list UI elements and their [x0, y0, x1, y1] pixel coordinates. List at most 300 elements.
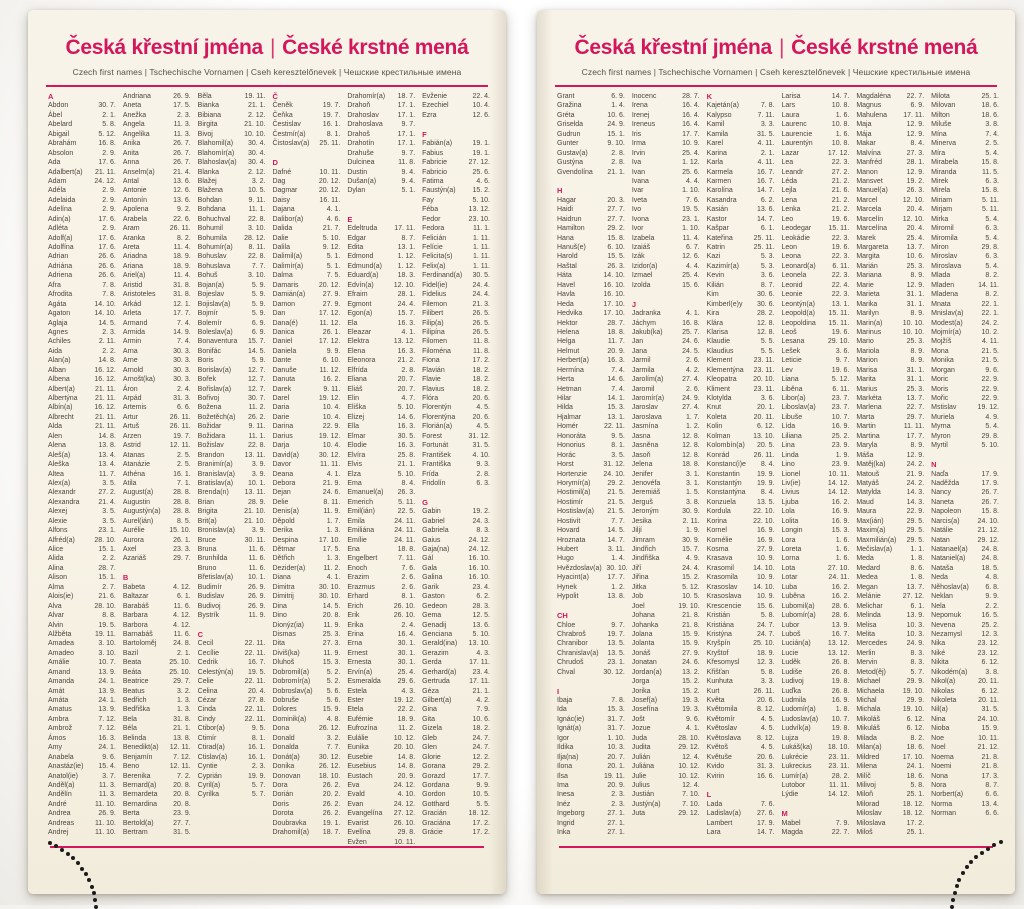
name-day-row [557, 215, 625, 224]
name-day-date: 30. 3. [173, 376, 191, 384]
given-name: Emerich [347, 498, 373, 506]
given-name: Bernard(a) [122, 781, 157, 789]
name-day-row [272, 630, 340, 639]
name-day-row [422, 705, 490, 714]
given-name: Marin(a) [856, 319, 883, 327]
given-name: Justýn(a) [631, 800, 661, 808]
name-day-date: 11. 3. [98, 791, 116, 799]
name-day-date: 5. 10. [472, 630, 490, 638]
name-day-row [931, 498, 999, 507]
given-name: Ernest [347, 649, 368, 657]
given-name: Ludvík(a) [781, 725, 811, 733]
given-name: Hyacint(a) [557, 574, 589, 582]
name-day-date: 5. 9. [251, 281, 266, 289]
given-name: Matouš [856, 470, 880, 478]
title-separator: | [778, 36, 785, 59]
name-day-date: 1. 11. [472, 253, 490, 261]
given-name: Mína [931, 130, 947, 138]
given-name: Gerda [422, 659, 442, 667]
name-day-date: 16. 6. [756, 772, 775, 780]
name-day-row [856, 111, 924, 120]
name-day-date: 6. 1. [910, 602, 925, 610]
name-day-date: 17. 10. [603, 310, 625, 318]
name-day-date: 23. 1. [682, 215, 700, 223]
name-day-row [557, 403, 625, 412]
name-day-row [422, 809, 490, 818]
given-name: Karla [706, 159, 723, 167]
name-day-row [123, 517, 191, 526]
name-day-date: 25. 11. [753, 244, 775, 251]
name-day-date: 16. 1. [322, 121, 341, 129]
name-day-row [48, 753, 116, 762]
name-day-date: 30. 1. [397, 649, 416, 657]
name-day-row [856, 413, 924, 422]
name-day-row [931, 215, 999, 224]
given-name: Kryšpín [706, 640, 731, 648]
name-day-date: 22. 5. [397, 508, 416, 516]
given-name: Božena [197, 404, 222, 412]
name-day-row [272, 649, 340, 658]
name-day-row [347, 554, 415, 563]
given-name: Gražina [557, 102, 582, 110]
name-day-date: 8. 4. [760, 489, 775, 497]
name-day-row [931, 366, 999, 375]
name-day-date: 27. 2. [831, 168, 850, 176]
name-day-row [198, 120, 266, 129]
name-day-row [856, 498, 924, 507]
given-name: Nina [931, 715, 946, 723]
name-day-date: 14. 10. [94, 310, 116, 318]
name-day-row [272, 403, 340, 412]
name-day-date: 25. 1. [906, 829, 925, 837]
given-name: Aurel(ián) [122, 517, 154, 525]
name-day-row [272, 602, 340, 611]
name-day-row [632, 347, 700, 356]
given-name: Dalimír(a) [272, 262, 304, 270]
page-header [537, 10, 1015, 87]
section-letter: J [631, 299, 636, 309]
name-day-date: 11. 11. [319, 461, 341, 469]
name-day-row [198, 564, 266, 573]
name-day-row [781, 319, 849, 328]
name-day-row [557, 366, 625, 375]
name-day-date: 20. 8. [173, 791, 191, 799]
given-name: Nezamysl [931, 630, 962, 638]
given-name: Enoch [347, 564, 368, 572]
name-day-row [856, 432, 924, 441]
section-letter: F [422, 129, 427, 139]
name-day-row [123, 186, 191, 195]
given-name: Izabela [631, 234, 655, 242]
given-name: Jolana [631, 630, 653, 638]
name-day-row [422, 328, 490, 337]
name-day-date: 22. 9. [322, 423, 341, 431]
given-name: Atanázie [122, 461, 151, 469]
given-name: Cyrilka [197, 791, 220, 799]
name-day-date: 14. 10. [603, 272, 625, 280]
given-name: Augustýn(a) [122, 508, 161, 516]
given-name: Kliment [706, 385, 730, 393]
given-name: Melánie [856, 593, 881, 601]
name-day-date: 10. 6. [472, 715, 490, 723]
given-name: Gaius [422, 536, 441, 544]
name-day-date: 1. 11. [472, 244, 490, 251]
name-day-row [422, 479, 490, 488]
given-name: Eustach [347, 772, 373, 780]
name-day-date: 22. 10. [753, 508, 775, 516]
name-day-date: 1. 7. [686, 413, 700, 421]
name-day-date: 24. 12. [393, 781, 416, 789]
name-day-date: 19. 5. [682, 206, 700, 214]
name-day-date: 21. 11. [94, 395, 116, 402]
given-name: Edmund(a) [347, 262, 382, 270]
name-day-row [422, 356, 490, 365]
name-day-row [632, 281, 700, 290]
given-name: Kasandra [706, 196, 737, 204]
name-day-row [931, 262, 999, 271]
given-name: Amanda [48, 678, 75, 686]
given-name: Géza [422, 687, 439, 695]
given-name: Danuta [272, 376, 296, 384]
given-name: Klarisa [706, 328, 729, 336]
name-day-date: 8. 3. [910, 649, 925, 657]
name-day-row [632, 621, 700, 630]
name-day-row [123, 92, 191, 101]
given-name: Laurencie [781, 130, 813, 138]
name-day-date: 1. 8. [910, 574, 925, 582]
given-name: Heda [557, 300, 574, 308]
name-day-date: 27. 3. [906, 149, 925, 157]
given-name: Květoslava [706, 734, 741, 742]
name-day-row [931, 196, 999, 205]
given-name: Gunter [557, 140, 579, 148]
given-name: Kryštof [706, 649, 729, 657]
name-day-date: 17. 11. [469, 659, 490, 667]
given-name: Mořic [931, 395, 949, 402]
name-day-date: 7. 9. [835, 819, 850, 827]
spacer-row [632, 290, 700, 299]
name-day-row [272, 724, 340, 733]
name-day-row [123, 705, 191, 714]
given-name: Alexej [48, 508, 68, 516]
name-day-row [422, 526, 490, 535]
given-name: Hovard [557, 527, 580, 535]
name-day-date: 28. 8. [173, 498, 191, 506]
name-day-row [198, 658, 266, 667]
name-day-row [347, 337, 415, 346]
name-day-row [48, 611, 116, 620]
name-day-date: 20. 9. [397, 772, 416, 780]
given-name: Luděk [781, 659, 801, 667]
given-name: Miromila [931, 234, 958, 242]
name-day-date: 30. 10. [318, 593, 341, 601]
name-day-row [781, 583, 849, 592]
name-day-row [272, 347, 340, 356]
name-day-date: 24. 1. [98, 678, 116, 686]
name-day-date: 15. 6. [756, 602, 775, 610]
given-name: Alvin [48, 621, 64, 629]
name-day-date: 3. 11. [607, 546, 625, 553]
name-day-row [48, 101, 116, 110]
given-name: Gita [422, 715, 435, 723]
name-day-date: 22. 3. [831, 234, 850, 242]
given-name: Mojžíš [931, 338, 952, 346]
name-day-row [198, 696, 266, 705]
name-day-row [632, 92, 700, 101]
given-name: Dimitra [272, 583, 295, 591]
given-name: Gleb [422, 734, 437, 742]
name-day-date: 25. 4. [397, 668, 416, 676]
name-day-row [48, 300, 116, 309]
name-day-date: 24. 2. [906, 461, 925, 469]
name-day-date: 13. 9. [98, 668, 116, 676]
name-day-row [781, 413, 849, 422]
given-name: Klaudius [706, 347, 734, 355]
given-name: Deana [272, 470, 294, 478]
name-day-date: 18. 3. [397, 272, 416, 280]
given-name: Alfréd(a) [48, 536, 75, 544]
name-day-date: 19. 7. [173, 432, 191, 440]
perforation-dot [950, 905, 954, 909]
name-day-row [707, 470, 775, 479]
name-day-date: 17. 11. [394, 225, 416, 233]
name-day-date: 19. 7. [322, 111, 341, 119]
name-day-date: 17. 7. [607, 574, 625, 582]
given-name: Medea [856, 574, 878, 582]
name-day-row [632, 724, 700, 733]
name-day-date: 19. 11. [94, 630, 116, 638]
given-name: Aurélie [122, 527, 145, 535]
given-name: Emil(ián) [347, 508, 375, 516]
given-name: Mercedes [856, 640, 888, 648]
name-day-date: 27. 4. [682, 376, 700, 384]
given-name: Eufrozína [347, 725, 378, 733]
name-day-date: 8. 4. [401, 479, 416, 487]
name-day-row [347, 243, 415, 252]
given-name: Monika [931, 357, 954, 365]
name-day-date: 6. 7. [686, 244, 700, 251]
given-name: Erazim [347, 574, 370, 582]
name-day-row [272, 809, 340, 818]
given-name: Leopold(a) [781, 310, 815, 318]
given-name: Mikoláš [856, 715, 881, 723]
given-name: Jorika [631, 687, 651, 695]
name-day-row [856, 168, 924, 177]
name-day-row [123, 611, 191, 620]
given-name: Frída [422, 470, 439, 478]
given-name: Hvězdoslav(a) [557, 564, 602, 572]
given-name: Alina [48, 564, 64, 572]
name-day-row [707, 809, 775, 818]
given-name: Evženie [422, 93, 448, 100]
given-name: Daria [272, 404, 290, 412]
given-name: Eusebius [347, 763, 377, 771]
name-day-date: 10. 5. [472, 791, 490, 799]
given-name: Adrian [48, 253, 69, 261]
name-day-row [347, 724, 415, 733]
name-day-row [707, 460, 775, 469]
name-day-date: 13. 8. [607, 593, 625, 601]
name-day-row [347, 762, 415, 771]
name-day-date: 17. 7. [682, 130, 700, 138]
name-day-row [48, 554, 116, 563]
given-name: Hynek [557, 583, 577, 591]
name-day-date: 2. 4. [177, 385, 191, 393]
name-day-row [856, 564, 924, 573]
given-name: Ilona [557, 763, 573, 771]
name-column [272, 92, 341, 837]
given-name: Anežka [122, 111, 147, 119]
name-day-row [48, 356, 116, 365]
given-name: Gaja(na) [422, 546, 450, 553]
name-day-row [347, 92, 415, 101]
given-name: Branislav(a) [197, 470, 236, 478]
name-day-date: 24. 9. [682, 395, 700, 402]
name-day-date: 9. 12. [322, 244, 341, 251]
name-day-row [707, 668, 775, 677]
name-day-row [856, 101, 924, 110]
given-name: Afra [48, 281, 61, 289]
name-day-row [48, 403, 116, 412]
given-name: Krescencie [706, 602, 742, 610]
name-day-row [632, 328, 700, 337]
name-day-date: 20. 11. [978, 697, 999, 704]
name-day-row [557, 92, 625, 101]
name-day-date: 13. 12. [468, 206, 490, 214]
name-day-date: 25. 4. [682, 149, 700, 157]
name-day-date: 25. 6. [682, 168, 700, 176]
name-day-row [48, 696, 116, 705]
name-day-date: 12. 8. [756, 319, 775, 327]
given-name: Hostimil(a) [557, 489, 591, 497]
given-name: Eliáš [347, 385, 363, 393]
name-day-row [707, 149, 775, 158]
given-name: Bratislav(a) [197, 479, 234, 487]
name-day-row [557, 234, 625, 243]
name-day-date: 14. 10. [753, 564, 775, 572]
name-day-row [931, 772, 999, 781]
name-day-date: 6. 8. [985, 583, 999, 591]
name-day-row [781, 337, 849, 346]
given-name: Evžen [347, 838, 367, 846]
name-day-row [123, 498, 191, 507]
name-day-row [856, 290, 924, 299]
name-day-date: 23. 12. [977, 640, 999, 648]
name-day-row [557, 158, 625, 167]
name-day-date: 9. 10. [607, 140, 625, 148]
given-name: Danuše [272, 366, 297, 374]
name-day-date: 21. 5. [981, 357, 999, 365]
name-day-row [856, 488, 924, 497]
given-name: Brian [197, 498, 214, 506]
name-day-row [48, 790, 116, 799]
given-name: Irena [631, 102, 648, 110]
name-day-date: 16. 8. [98, 140, 116, 148]
name-day-row [123, 715, 191, 724]
given-name: Belinda [122, 734, 147, 742]
name-day-date: 17. 10. [318, 536, 341, 544]
given-name: Marieta [856, 291, 880, 299]
given-name: Budimír [197, 583, 222, 591]
name-day-row [931, 705, 999, 714]
given-name: Hostimír [557, 498, 584, 506]
name-day-row [48, 772, 116, 781]
name-day-date: 26. 7. [173, 159, 191, 167]
name-day-date: 28. 6. [831, 602, 850, 610]
name-day-row [48, 158, 116, 167]
given-name: Fiona [422, 357, 440, 365]
given-name: Adriána [48, 262, 73, 270]
name-day-date: 15. 8. [981, 187, 999, 195]
name-day-date: 7. 6. [686, 196, 700, 204]
name-day-date: 1. 6. [835, 111, 850, 119]
given-name: Ferdinand(a) [422, 272, 463, 280]
name-day-row [198, 328, 266, 337]
given-name: Alžběta [48, 630, 72, 638]
given-name: Jakub(ka) [631, 328, 663, 336]
given-name: Ervín(a) [347, 668, 373, 676]
given-name: Filipína [422, 328, 445, 336]
given-name: Jan [631, 338, 644, 346]
name-day-date: 23. 11. [753, 357, 775, 365]
given-name: Agaton [48, 310, 71, 318]
name-day-row [272, 385, 340, 394]
given-name: Jimram [631, 536, 655, 544]
name-day-row [272, 422, 340, 431]
name-day-row [347, 630, 415, 639]
name-day-date: 14. 8. [397, 753, 416, 761]
name-day-row [198, 649, 266, 658]
name-day-row [48, 111, 116, 120]
given-name: Marisa [856, 366, 878, 374]
name-day-row [707, 281, 775, 290]
name-day-row [632, 658, 700, 667]
given-name: Griselda [557, 121, 584, 129]
given-name: Jasoň [631, 451, 651, 459]
given-name: Lambert [706, 819, 733, 827]
name-day-date: 21. 2. [831, 206, 850, 214]
name-day-row [272, 564, 340, 573]
given-name: Alva [48, 602, 62, 610]
name-day-date: 4. 3. [476, 649, 490, 657]
name-day-date: 10. 11. [978, 734, 999, 742]
given-name: Gaston [422, 593, 445, 601]
name-day-date: 6. 9. [251, 328, 266, 336]
given-name: Miloslava [856, 819, 886, 827]
name-day-date: 10. 12. [678, 763, 700, 771]
name-day-row [707, 158, 775, 167]
name-day-date: 15. 3. [831, 527, 850, 535]
name-day-date: 4. 3. [401, 687, 416, 695]
name-day-row [707, 649, 775, 658]
name-day-date: 15. 1. [98, 574, 116, 582]
name-day-date: 11. 8. [398, 159, 416, 167]
name-day-row [632, 432, 700, 441]
name-day-date: 10. 1. [247, 479, 266, 487]
name-day-row [707, 422, 775, 431]
name-day-date: 24. 4. [397, 300, 416, 308]
name-day-row [198, 262, 266, 271]
given-name: Laurenc [781, 121, 807, 129]
name-day-date: 13. 7. [906, 583, 925, 591]
given-name: Alexie [48, 517, 68, 525]
name-day-row [347, 507, 415, 516]
given-name: Cecílie [197, 649, 220, 657]
name-day-row [272, 460, 340, 469]
name-day-date: 20. 7. [607, 753, 625, 761]
name-day-row [48, 385, 116, 394]
given-name: Hubert [557, 546, 579, 553]
